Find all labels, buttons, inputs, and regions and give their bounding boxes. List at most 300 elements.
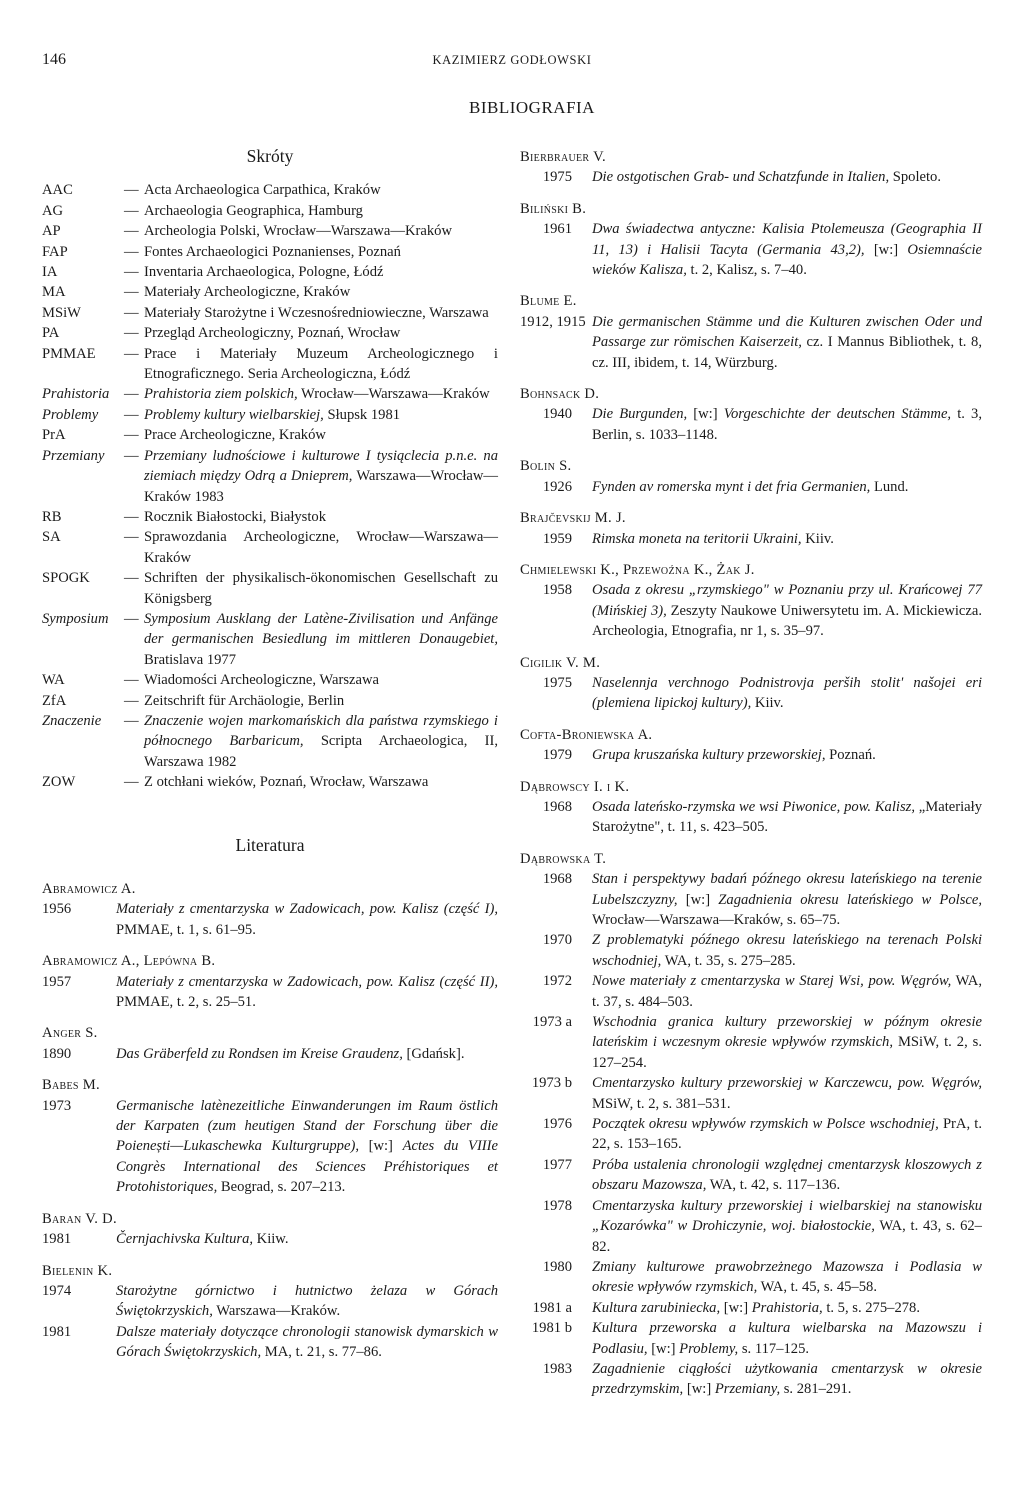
entry-year: [520, 1155, 592, 1196]
entry-year: [520, 219, 592, 280]
entry-year-text: 1974: [42, 1282, 72, 1299]
bib-entry: [520, 1155, 982, 1196]
entry-title: Osada lateńsko-rzymska we wsi Piwonice, pow. Kalisz,: [592, 798, 915, 815]
abbreviation-value: Sprawozdania Archeologiczne, Wrocław—Warszawa—Kraków: [144, 529, 498, 566]
entry-year: [42, 1096, 116, 1198]
author-name: Dąbrowska T.: [520, 850, 607, 867]
abbreviation-dash: —: [124, 284, 139, 301]
entry-text: [592, 219, 982, 280]
entry-year-text: 1977: [542, 1156, 572, 1173]
author-block: [520, 849, 982, 1400]
abbreviation-dash: —: [124, 386, 139, 403]
entry-year-text: 1981: [42, 1323, 72, 1340]
entry-details: [w:]: [720, 1299, 752, 1316]
entry-year: [42, 1044, 116, 1064]
abbreviation-key: SA: [42, 529, 61, 546]
entry-text: [116, 972, 498, 1013]
author-name: Abramowicz A.: [42, 881, 136, 897]
abbreviation-key: MA: [42, 284, 66, 301]
bibliography-title: BIBLIOGRAFIA: [469, 98, 595, 117]
author-name: Cigilik V. M.: [520, 654, 601, 671]
bib-entry: [520, 1298, 982, 1318]
entry-title: Kultura zarubiniecka,: [592, 1299, 721, 1316]
entry-title: Zmiany kulturowe prawobrzeżnego Mazowsza i Podlasia w okresie wpływów rzymskich,: [592, 1258, 982, 1296]
right-column: [520, 136, 982, 1400]
abbreviation-dash: —: [124, 508, 139, 525]
author-block: [520, 560, 982, 642]
abbreviation-row: [42, 282, 498, 302]
entry-year: [520, 404, 592, 445]
abbreviation-dash: —: [124, 406, 139, 423]
entry-details: Kiiw.: [253, 1231, 289, 1248]
entry-year: [520, 1073, 592, 1114]
abbreviation-row: [42, 568, 498, 609]
entry-details: „Materiały Starożytne", t. 11, s. 423–505.: [592, 798, 983, 836]
abbreviation-value: [144, 446, 498, 507]
abbreviation-row: [42, 609, 498, 670]
abbreviation-key: Prahistoria: [42, 386, 110, 403]
entry-year: [520, 797, 592, 838]
entry-details: Zeszyty Naukowe Uniwersytetu im. A. Mickiewicza. Archeologia, Etnografia, nr 1, s. 35–97.: [592, 602, 982, 640]
entry-year-text: 1981: [42, 1231, 72, 1248]
entry-details: Kiiv.: [751, 695, 784, 712]
bib-entry: [520, 529, 982, 549]
entry-title: Die germanischen Stämme und die Kulturen zwischen Oder und Passarge zur römischen Kaiserzeit,: [592, 313, 982, 351]
author-block: [520, 384, 982, 445]
entry-details: WA, t. 45, s. 45–58.: [757, 1279, 877, 1296]
abbreviation-rest: Bratislava 1977: [144, 651, 237, 668]
entry-source-title: Problemy,: [679, 1340, 739, 1357]
author-block: [520, 199, 982, 281]
abbreviation-dash: —: [124, 672, 139, 689]
abbreviation-key: ZfA: [42, 692, 67, 709]
abbreviation-row: [42, 772, 498, 792]
author-block: [520, 147, 982, 188]
author-name: Anger S.: [42, 1025, 98, 1042]
entry-title: Materiały z cmentarzyska w Zadowicach, pow. Kalisz (część I),: [116, 901, 498, 918]
abbreviation-value: Archeologia Polski, Wrocław—Warszawa—Kraków: [144, 223, 452, 240]
entry-year: [42, 1229, 116, 1249]
entry-year-text: 1975: [542, 674, 572, 691]
bib-entry: [42, 1096, 498, 1198]
abbreviation-key: PA: [42, 325, 60, 342]
entry-year-text: 1961: [542, 221, 572, 238]
entry-details: Poznań.: [825, 747, 876, 764]
author-block: [520, 456, 982, 497]
entry-details: Warszawa—Kraków.: [212, 1303, 341, 1320]
entry-title: Dalsze materiały dotyczące chronologii stanowisk dymarskich w Górach Świętokrzyskich,: [116, 1323, 498, 1361]
abbreviation-rest: Warszawa—Wrocław—Kraków 1983: [144, 468, 499, 505]
abbreviation-dash: —: [124, 264, 139, 281]
entry-text: [592, 797, 982, 838]
abbreviation-row: [42, 670, 498, 690]
abbreviation-row: [42, 221, 498, 241]
entry-source-details: s. 117–125.: [738, 1340, 810, 1357]
entry-year: [520, 477, 592, 497]
abbreviation-value: Wiadomości Archeologiczne, Warszawa: [144, 672, 380, 689]
abbreviation-title-italic: Problemy kultury wielbarskiej,: [144, 406, 324, 423]
entry-year-text: 1983: [542, 1360, 572, 1377]
abbreviation-value: Fontes Archaeologici Poznanienses, Poznań: [144, 243, 401, 260]
abbreviation-row: [42, 242, 498, 262]
author-name: Dąbrowscy I. i K.: [520, 778, 630, 795]
entry-title: Dwa świadectwa antyczne: Kalisia Ptolemeusza (Geographia II 11, 13) i Halisii Tacyta (Germania 43,2),: [592, 221, 982, 258]
bib-entry: [520, 219, 982, 280]
author-name: Bolin S.: [520, 458, 572, 475]
abbreviation-title-italic: Prahistoria ziem polskich,: [144, 386, 298, 403]
entry-year-text: 1973 b: [531, 1075, 572, 1092]
bib-entry: [520, 673, 982, 714]
entry-year: [520, 529, 592, 549]
abbreviation-row: [42, 201, 498, 221]
entry-title: Materiały z cmentarzyska w Zadowicach, pow. Kalisz (część II),: [116, 973, 498, 990]
literature-title: Literatura: [235, 834, 305, 855]
entry-year: [520, 580, 592, 641]
entry-year-text: 1978: [542, 1197, 572, 1214]
entry-title: Zagadnienie ciągłości użytkowania cmentarzysk w okresie przedrzymskim,: [592, 1360, 982, 1398]
bib-entry: [42, 1322, 498, 1363]
entry-year-text: 1968: [542, 798, 572, 815]
entry-text: [592, 529, 982, 549]
entry-text: [116, 1096, 498, 1198]
entry-text: [116, 1044, 498, 1064]
abbreviation-row: [42, 405, 498, 425]
abbreviation-row: [42, 527, 498, 568]
entry-year-text: 1981 a: [532, 1299, 572, 1316]
entry-source-title: Vorgeschichte der deutschen Stämme,: [723, 406, 952, 423]
abbreviation-value: Z otchłani wieków, Poznań, Wrocław, Warszawa: [144, 774, 429, 791]
entry-source-details: s. 281–291.: [780, 1381, 852, 1398]
entry-year: [520, 1298, 592, 1318]
author-block: [520, 725, 982, 766]
entry-source-title: Prahistoria,: [751, 1299, 823, 1316]
entry-year-text: 1980: [542, 1258, 572, 1275]
abbreviation-row: [42, 262, 498, 282]
author-block: [42, 879, 498, 940]
abbreviation-row: [42, 180, 498, 200]
entry-text: [592, 477, 982, 497]
entry-year: [520, 312, 592, 373]
bib-entry: [520, 1318, 982, 1359]
bib-entry: [520, 971, 982, 1012]
bib-entry: [42, 1229, 498, 1249]
entry-text: [592, 1114, 982, 1155]
entry-year: [520, 1318, 592, 1359]
entry-year: [520, 1257, 592, 1298]
author-name: Abramowicz A., Lepówna B.: [42, 953, 216, 970]
abbreviation-row: [42, 691, 498, 711]
entry-details: PrA, t. 22, s. 153–165.: [592, 1116, 982, 1153]
abbreviation-row: [42, 507, 498, 527]
entry-details: MSiW, t. 2, s. 381–531.: [592, 1095, 731, 1112]
author-name: Baran V. D.: [42, 1210, 117, 1227]
entry-year-text: 1957: [42, 973, 72, 990]
running-title: KAZIMIERZ GODŁOWSKI: [432, 53, 592, 67]
entry-source-details: Beograd, s. 207–213.: [217, 1179, 346, 1196]
entry-year: [42, 1322, 116, 1363]
bib-entry: [520, 1359, 982, 1400]
bib-entry: [42, 899, 498, 940]
bib-entry: [520, 477, 982, 497]
entry-text: [592, 1318, 982, 1359]
author-block: [42, 1075, 498, 1197]
author-name: Blume E.: [520, 293, 577, 310]
entry-year-text: 1890: [42, 1045, 72, 1062]
page-number: 146: [42, 51, 66, 68]
entry-year-text: 1976: [542, 1116, 572, 1133]
entry-title: Wschodnia granica kultury przeworskiej w późnym okresie lateńskim i wczesnym okresie wpływów rzymskich,: [592, 1014, 982, 1051]
bib-entry: [520, 797, 982, 838]
abbreviation-key: IA: [42, 264, 58, 281]
abbreviation-value: Inventaria Archaeologica, Pologne, Łódź: [144, 264, 384, 281]
page-header: [42, 50, 982, 74]
left-column: [42, 146, 498, 1363]
abbreviation-row: [42, 711, 498, 772]
author-block: [42, 1209, 498, 1250]
abbreviation-key: Znaczenie: [42, 712, 102, 729]
entry-title: Próba ustalenia chronologii względnej cmentarzysk kloszowych z obszaru Mazowsza,: [592, 1156, 982, 1194]
abbreviation-value: Archaeologia Geographica, Hamburg: [144, 202, 363, 219]
entry-text: [592, 745, 982, 765]
entry-text: [592, 1196, 982, 1257]
entry-year: [42, 1281, 116, 1322]
entry-title: Die ostgotischen Grab- und Schatzfunde in Italien,: [592, 169, 890, 186]
entry-details: [w:]: [687, 406, 724, 423]
abbreviation-rest: Scripta Archaeologica, II, Warszawa 1982: [144, 733, 498, 770]
entry-source-details: t. 2, Kalisz, s. 7–40.: [686, 262, 807, 279]
abbreviation-row: [42, 303, 498, 323]
abbreviation-value: Zeitschrift für Archäologie, Berlin: [144, 692, 345, 709]
entry-year-text: 1973: [42, 1097, 72, 1114]
author-name: Bierbrauer V.: [520, 149, 606, 165]
entry-details: WA, t. 43, s. 62–82.: [592, 1218, 982, 1255]
abbreviation-title-italic: Znaczenie wojen markomańskich dla państwa rzymskiego i północnego Barbaricum,: [144, 712, 498, 750]
abbreviation-value: [144, 405, 498, 425]
entry-details: MA, t. 21, s. 77–86.: [261, 1344, 382, 1361]
abbreviation-key: Przemiany: [42, 447, 105, 464]
entry-text: [592, 404, 982, 445]
abbreviation-dash: —: [124, 774, 139, 791]
entry-year-text: 1940: [542, 406, 572, 423]
abbreviation-dash: —: [124, 447, 139, 464]
entry-title: Černjachivska Kultura,: [116, 1231, 254, 1248]
abbreviation-value: [144, 609, 498, 670]
entry-year-text: 1979: [542, 747, 572, 764]
entry-details: [w:]: [864, 241, 908, 258]
entry-year: [520, 673, 592, 714]
author-block: [520, 508, 982, 549]
abbreviation-key: FAP: [42, 243, 68, 260]
entry-title: Rimska moneta na teritorii Ukraini,: [592, 530, 802, 547]
entry-title: Kultura przeworska a kultura wielbarska na Mazowszu i Podlasiu,: [592, 1320, 982, 1357]
entry-title: Początek okresu wpływów rzymskich w Polsce wschodniej,: [592, 1116, 939, 1133]
entry-title: Die Burgunden,: [592, 406, 688, 423]
abbreviation-dash: —: [124, 610, 139, 627]
entry-source-title: Przemiany,: [714, 1381, 781, 1398]
abbreviation-key: SPOGK: [42, 570, 90, 587]
author-name: Chmielewski K., Przewoźna K., Żak J.: [520, 561, 755, 578]
abbreviation-dash: —: [124, 692, 139, 709]
abbreviation-dash: —: [124, 243, 139, 260]
abbreviation-row: [42, 384, 498, 404]
entry-text: [592, 1298, 982, 1318]
abbreviation-dash: —: [124, 304, 139, 321]
entry-text: [592, 1257, 982, 1298]
entry-text: [116, 899, 498, 940]
entry-year: [520, 1359, 592, 1400]
entry-text: [592, 1155, 982, 1196]
bib-entry: [42, 972, 498, 1013]
abbreviation-value: Przegląd Archeologiczny, Poznań, Wrocław: [144, 325, 401, 342]
entry-year-text: 1959: [542, 530, 572, 547]
bib-entry: [42, 1044, 498, 1064]
entry-title: Stan i perspektywy badań późnego okresu lateńskiego na terenie Lubelszczyzny,: [592, 871, 982, 908]
entry-year-text: 1972: [542, 973, 572, 990]
entry-year: [520, 1114, 592, 1155]
entry-text: [592, 971, 982, 1012]
entry-details: WA, t. 42, s. 117–136.: [706, 1177, 841, 1194]
abbreviation-rest: Słupsk 1981: [323, 406, 401, 423]
entry-source-details: t. 3, Berlin, s. 1033–1148.: [592, 406, 982, 443]
entry-details: MSiW, t. 2, s. 127–254.: [592, 1034, 982, 1071]
bib-entry: [520, 1073, 982, 1114]
abbreviation-value: Materiały Archeologiczne, Kraków: [144, 284, 351, 301]
abbreviation-title-italic: Przemiany ludnościowe i kulturowe I tysiąclecia p.n.e. na ziemiach między Odrą a Dnieprem,: [144, 447, 498, 485]
entry-title: Nowe materiały z cmentarzyska w Starej Wsi, pow. Węgrów,: [592, 973, 952, 990]
author-block: [42, 951, 498, 1012]
bib-entry: [520, 1012, 982, 1073]
abbreviation-dash: —: [124, 223, 139, 240]
entry-source-title: Zagadnienia okresu lateńskiego w Polsce,: [718, 891, 982, 908]
entry-source-details: Wrocław—Warszawa—Kraków, s. 65–75.: [592, 912, 841, 928]
entry-details: WA, t. 35, s. 275–285.: [661, 952, 796, 969]
entry-title: Das Gräberfeld zu Rondsen im Kreise Graudenz,: [116, 1045, 403, 1062]
abbreviation-title-italic: Symposium Ausklang der Latène-Zivilisation und Anfänge der germanischen Besiedlung im mittleren Donaugebiet,: [144, 610, 498, 648]
abbreviation-value: Acta Archaeologica Carpathica, Kraków: [144, 182, 381, 199]
abbreviation-dash: —: [124, 570, 139, 587]
entry-text: [116, 1281, 498, 1322]
abbreviation-key: AP: [42, 223, 61, 240]
entry-year: [520, 869, 592, 930]
entry-details: [w:]: [683, 1381, 715, 1398]
entry-year-text: 1956: [42, 901, 72, 918]
entry-year: [520, 971, 592, 1012]
abbreviations-title: Skróty: [246, 146, 294, 166]
entry-year: [520, 1012, 592, 1073]
abbreviation-dash: —: [124, 345, 139, 362]
bibliography-right: [520, 147, 982, 1400]
abbreviation-row: [42, 425, 498, 445]
author-name: Biliński B.: [520, 200, 587, 217]
abbreviation-value: Prace Archeologiczne, Kraków: [144, 427, 326, 444]
entry-details: [w:]: [647, 1340, 680, 1357]
bib-entry: [42, 1281, 498, 1322]
entry-text: [592, 167, 982, 187]
entry-source-details: t. 5, s. 275–278.: [822, 1299, 920, 1316]
author-block: [520, 291, 982, 373]
abbreviation-dash: —: [124, 427, 139, 444]
entry-year-text: 1958: [542, 582, 572, 599]
abbreviation-key: Problemy: [42, 406, 99, 423]
entry-year-text: 1926: [542, 478, 572, 495]
abbreviation-key: AG: [42, 202, 64, 219]
bib-entry: [520, 167, 982, 187]
author-name: Babes M.: [42, 1077, 100, 1094]
entry-details: PMMAE, t. 1, s. 61–95.: [116, 921, 256, 938]
entry-year: [42, 972, 116, 1013]
entry-year: [520, 1196, 592, 1257]
abbreviation-key: PrA: [42, 427, 66, 444]
entry-details: cz. I Mannus Bibliothek, t. 8, cz. III, ibidem, t. 14, Würzburg.: [592, 334, 983, 371]
author-name: Cofta-Broniewska A.: [520, 726, 653, 743]
abbreviation-value: Rocznik Białostocki, Białystok: [144, 508, 327, 525]
entry-year-text: 1968: [542, 871, 572, 888]
entry-text: [592, 930, 982, 971]
entry-text: [592, 673, 982, 714]
author-name: Brajčevskij M. J.: [520, 510, 626, 527]
entry-year-text: 1973 a: [532, 1014, 572, 1031]
entry-details: PMMAE, t. 2, s. 25–51.: [116, 994, 256, 1011]
entry-title: Fynden av romerska mynt i det fria Germanien,: [592, 478, 871, 495]
abbreviation-key: WA: [42, 672, 65, 689]
entry-text: [116, 1229, 498, 1249]
abbreviation-dash: —: [124, 182, 139, 199]
abbreviation-value: Materiały Starożytne i Wczesnośredniowieczne, Warszawa: [144, 304, 489, 321]
abbreviation-row: [42, 344, 498, 385]
abbreviation-key: PMMAE: [42, 345, 96, 362]
entry-details: Lund.: [870, 478, 909, 495]
author-block: [42, 1261, 498, 1363]
entry-title: Starożytne górnictwo i hutnictwo żelaza w Górach Świętokrzyskich,: [116, 1282, 498, 1320]
entry-text: [592, 869, 982, 930]
entry-text: [592, 1359, 982, 1400]
abbreviation-key: Symposium: [42, 610, 109, 627]
abbreviation-dash: —: [124, 202, 139, 219]
abbreviation-dash: —: [124, 325, 139, 342]
entry-year: [520, 167, 592, 187]
entry-source-title: Actes du VIIIe Congrès International des Sciences Préhistoriques et Protohistoriques,: [116, 1138, 498, 1196]
author-block: [520, 653, 982, 714]
entry-title: Cmentarzysko kultury przeworskiej w Karczewcu, pow. Węgrów,: [592, 1075, 982, 1092]
entry-title: Germanische latènezeitliche Einwanderungen im Raum östlich der Karpaten (zum heutigen Stand der Forschung über die Poienești—Lukaschewka Kulturgruppe),: [116, 1097, 498, 1155]
entry-details: [w:]: [358, 1138, 403, 1155]
abbreviation-key: ZOW: [42, 774, 76, 791]
abbreviation-value: [144, 711, 498, 772]
entry-year-text: 1912, 1915: [520, 313, 586, 330]
entry-title: Grupa kruszańska kultury przeworskiej,: [592, 747, 826, 764]
abbreviation-value: [144, 384, 498, 404]
bib-entry: [520, 745, 982, 765]
entry-details: [w:]: [677, 891, 719, 908]
abbreviation-key: MSiW: [42, 304, 81, 321]
bib-entry: [520, 580, 982, 641]
bib-entry: [520, 1114, 982, 1155]
author-name: Bielenin K.: [42, 1262, 113, 1279]
bib-entry: [520, 869, 982, 930]
bib-entry: [520, 404, 982, 445]
abbreviation-value: Prace i Materiały Muzeum Archeologicznego i Etnograficznego. Seria Archeologiczna, Łódź: [144, 345, 498, 383]
entry-year: [520, 930, 592, 971]
entry-year-text: 1975: [542, 169, 572, 186]
entry-title: Cmentarzyska kultury przeworskiej i wielbarskiej na stanowisku „Kozarówka" w Drohiczynie, woj. białostockie,: [592, 1197, 982, 1235]
entry-year: [520, 745, 592, 765]
entry-details: WA, t. 37, s. 484–503.: [592, 973, 982, 1010]
abbreviation-dash: —: [124, 712, 139, 729]
entry-details: [Gdańsk].: [402, 1045, 465, 1062]
entry-year: [42, 899, 116, 940]
abbreviation-rest: Wrocław—Warszawa—Kraków: [297, 386, 490, 403]
bib-entry: [520, 930, 982, 971]
